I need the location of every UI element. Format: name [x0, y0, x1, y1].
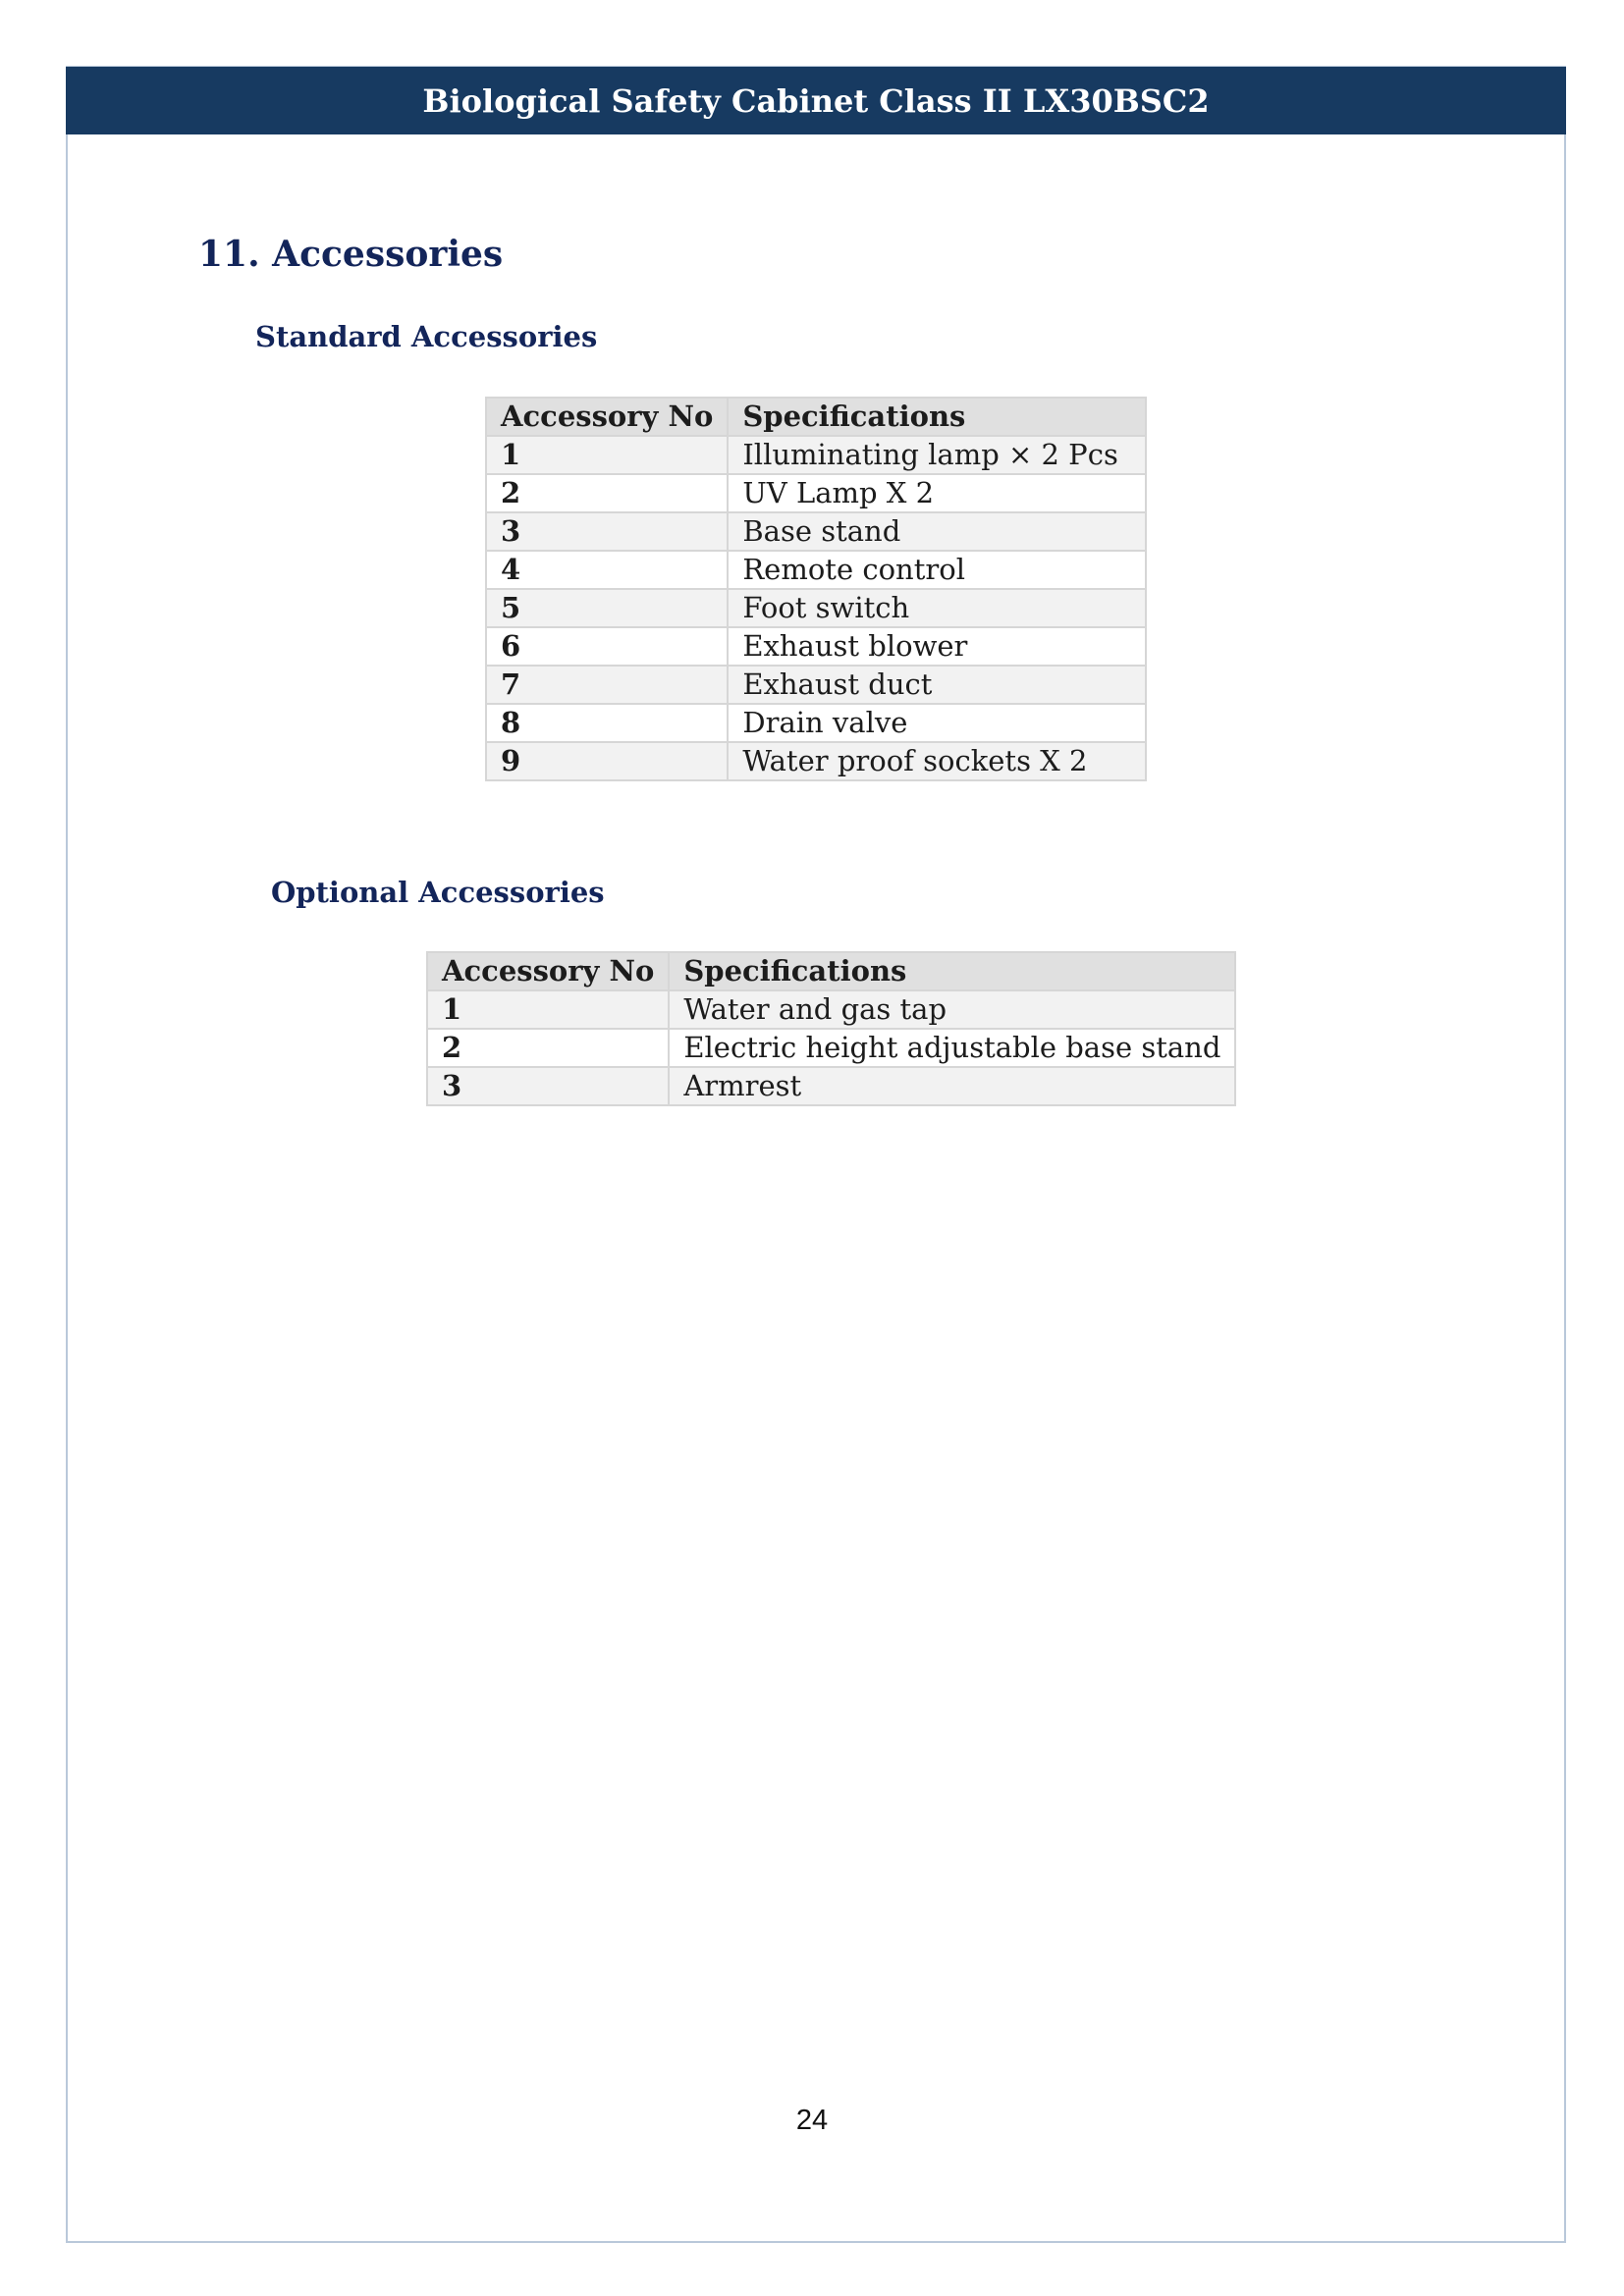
table-row	[486, 742, 1146, 780]
accessory-spec: Water and gas tap	[669, 990, 1235, 1029]
accessory-number: 8	[486, 704, 728, 742]
table-row	[486, 589, 1146, 627]
column-header-accessory-no: Accessory No	[427, 952, 669, 990]
document-header	[66, 67, 1566, 134]
table-row	[486, 704, 1146, 742]
table-row	[486, 512, 1146, 551]
table-row	[486, 551, 1146, 589]
table-row	[486, 436, 1146, 474]
accessory-spec: Base stand	[728, 512, 1146, 551]
section-title: 11. Accessories	[198, 234, 504, 275]
column-header-specifications: Specifications	[728, 398, 1146, 436]
accessory-number: 9	[486, 742, 728, 780]
accessory-number: 1	[427, 990, 669, 1029]
accessory-number: 1	[486, 436, 728, 474]
accessory-spec: Exhaust blower	[728, 627, 1146, 666]
accessory-spec: Foot switch	[728, 589, 1146, 627]
page-frame	[66, 66, 1566, 2243]
accessory-spec: Water proof sockets X 2	[728, 742, 1146, 780]
table-row	[486, 666, 1146, 704]
accessory-spec: Exhaust duct	[728, 666, 1146, 704]
accessory-spec: Illuminating lamp × 2 Pcs	[728, 436, 1146, 474]
table-row	[486, 627, 1146, 666]
table-row	[427, 1067, 1235, 1105]
table-row	[486, 474, 1146, 512]
table-row	[427, 1029, 1235, 1067]
page-number: 24	[795, 2105, 829, 2136]
optional-accessories-table	[426, 951, 1236, 1106]
accessory-spec: Drain valve	[728, 704, 1146, 742]
column-header-accessory-no: Accessory No	[486, 398, 728, 436]
accessory-spec: Remote control	[728, 551, 1146, 589]
accessory-number: 4	[486, 551, 728, 589]
table-header-row	[427, 952, 1235, 990]
standard-accessories-table	[485, 397, 1147, 781]
document-title: Biological Safety Cabinet Class II LX30BSC2	[422, 81, 1210, 120]
accessory-number: 2	[427, 1029, 669, 1067]
accessory-number: 7	[486, 666, 728, 704]
accessory-spec: Armrest	[669, 1067, 1235, 1105]
standard-accessories-heading: Standard Accessories	[255, 320, 598, 353]
column-header-specifications: Specifications	[669, 952, 1235, 990]
accessory-number: 3	[486, 512, 728, 551]
accessory-spec: UV Lamp X 2	[728, 474, 1146, 512]
accessory-number: 5	[486, 589, 728, 627]
accessory-number: 3	[427, 1067, 669, 1105]
optional-accessories-heading: Optional Accessories	[271, 876, 605, 909]
accessory-number: 2	[486, 474, 728, 512]
table-header-row	[486, 398, 1146, 436]
accessory-spec: Electric height adjustable base stand	[669, 1029, 1235, 1067]
accessory-number: 6	[486, 627, 728, 666]
table-row	[427, 990, 1235, 1029]
